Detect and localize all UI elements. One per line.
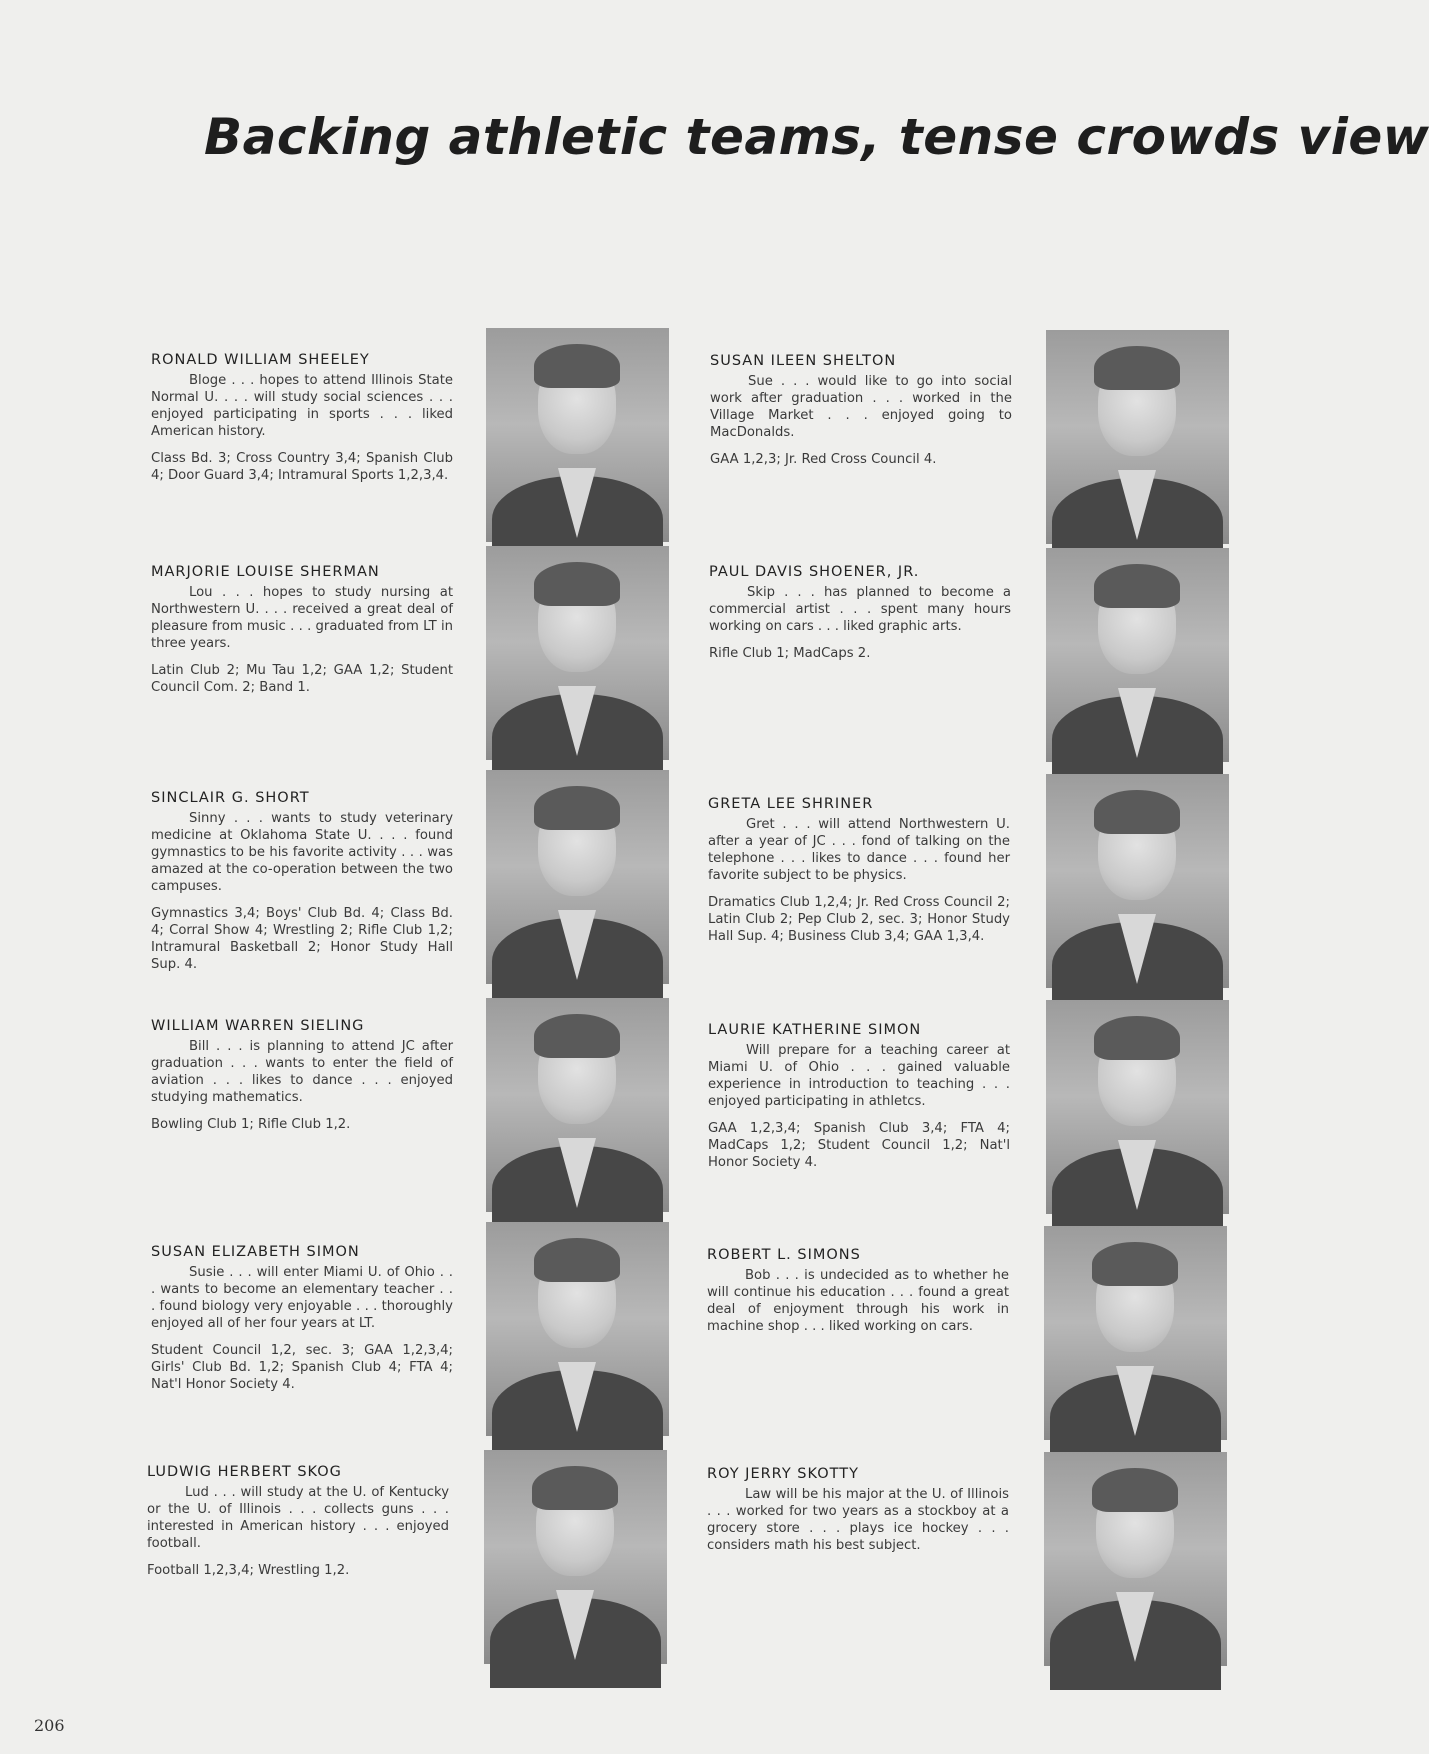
senior-entry <box>708 796 1010 945</box>
senior-bio: Law will be his major at the U. of Illinois . . . worked for two years as a stockboy at a grocery store . . . plays ice hockey . . . considers math his best subject. <box>707 1487 1009 1553</box>
senior-activities: GAA 1,2,3,4; Spanish Club 3,4; FTA 4; MadCaps 1,2; Student Council 1,2; Nat'l Honor Society 4. <box>708 1121 1010 1170</box>
senior-activities: Latin Club 2; Mu Tau 1,2; GAA 1,2; Student Council Com. 2; Band 1. <box>151 663 453 695</box>
senior-entry <box>151 790 453 973</box>
senior-activities: GAA 1,2,3; Jr. Red Cross Council 4. <box>710 452 937 467</box>
senior-name: GRETA LEE SHRINER <box>708 796 874 812</box>
senior-bio: Will prepare for a teaching career at Miami U. of Ohio . . . gained valuable experience in introduction to teaching . . . enjoyed participating in athletcs. <box>708 1043 1010 1109</box>
senior-entry <box>151 1018 453 1133</box>
senior-bio: Sinny . . . wants to study veterinary medicine at Oklahoma State U. . . . found gymnastics to be his favorite activity . . . was amazed at the co-operation between the two campuses. <box>151 811 453 894</box>
senior-portrait-photo <box>486 546 669 760</box>
senior-name: LAURIE KATHERINE SIMON <box>708 1022 922 1038</box>
senior-entry <box>147 1464 449 1579</box>
senior-portrait-photo <box>486 998 669 1212</box>
page-headline: Backing athletic teams, tense crowds view <box>204 108 1429 166</box>
senior-activities: Dramatics Club 1,2,4; Jr. Red Cross Council 2; Latin Club 2; Pep Club 2, sec. 3; Honor Study Hall Sup. 4; Business Club 3,4; GAA 1,3,4. <box>708 895 1010 944</box>
senior-activities: Student Council 1,2, sec. 3; GAA 1,2,3,4; Girls' Club Bd. 1,2; Spanish Club 4; FTA 4; Nat'l Honor Society 4. <box>151 1343 453 1392</box>
senior-activities: Rifle Club 1; MadCaps 2. <box>709 646 871 661</box>
senior-bio: Susie . . . will enter Miami U. of Ohio . . . wants to become an elementary teacher . . . found biology very enjoyable . . . thoroughly enjoyed all of her four years at LT. <box>151 1265 453 1331</box>
senior-bio: Skip . . . has planned to become a commercial artist . . . spent many hours working on cars . . . liked graphic arts. <box>709 585 1011 634</box>
senior-name: SUSAN ELIZABETH SIMON <box>151 1244 360 1260</box>
senior-portrait-photo <box>486 1222 669 1436</box>
senior-bio: Lud . . . will study at the U. of Kentucky or the U. of Illinois . . . collects guns . . . interested in American history . . . enjoyed football. <box>147 1485 449 1551</box>
senior-entry <box>710 353 1012 468</box>
senior-name: PAUL DAVIS SHOENER, JR. <box>709 564 920 580</box>
senior-portrait-photo <box>484 1450 667 1664</box>
senior-bio: Bob . . . is undecided as to whether he will continue his education . . . found a great deal of enjoyment through his work in machine shop . . . liked working on cars. <box>707 1268 1009 1334</box>
senior-name: ROBERT L. SIMONS <box>707 1247 861 1263</box>
senior-entry <box>151 352 453 484</box>
senior-entry <box>707 1247 1009 1335</box>
senior-name: MARJORIE LOUISE SHERMAN <box>151 564 380 580</box>
senior-name: WILLIAM WARREN SIELING <box>151 1018 365 1034</box>
senior-name: SINCLAIR G. SHORT <box>151 790 310 806</box>
senior-portrait-photo <box>1046 330 1229 544</box>
senior-portrait-photo <box>486 328 669 542</box>
senior-name: LUDWIG HERBERT SKOG <box>147 1464 342 1480</box>
senior-activities: Class Bd. 3; Cross Country 3,4; Spanish Club 4; Door Guard 3,4; Intramural Sports 1,2,3,4. <box>151 451 453 483</box>
senior-activities: Football 1,2,3,4; Wrestling 1,2. <box>147 1563 350 1578</box>
senior-bio: Bloge . . . hopes to attend Illinois State Normal U. . . . will study social sciences . . . enjoyed participating in sports . . . liked American history. <box>151 373 453 439</box>
senior-entry <box>709 564 1011 662</box>
senior-portrait-photo <box>486 770 669 984</box>
senior-entry <box>151 564 453 696</box>
senior-name: RONALD WILLIAM SHEELEY <box>151 352 370 368</box>
senior-portrait-photo <box>1046 548 1229 762</box>
senior-entry <box>708 1022 1010 1171</box>
senior-portrait-photo <box>1046 774 1229 988</box>
senior-entry <box>707 1466 1009 1554</box>
senior-bio: Gret . . . will attend Northwestern U. after a year of JC . . . fond of talking on the telephone . . . likes to dance . . . found her favorite subject to be physics. <box>708 817 1010 883</box>
senior-bio: Lou . . . hopes to study nursing at Northwestern U. . . . received a great deal of pleasure from music . . . graduated from LT in three years. <box>151 585 453 651</box>
senior-name: SUSAN ILEEN SHELTON <box>710 353 897 369</box>
senior-activities: Gymnastics 3,4; Boys' Club Bd. 4; Class Bd. 4; Corral Show 4; Wrestling 2; Rifle Club 1,2; Intramural Basketball 2; Honor Study Hall Sup. 4. <box>151 906 453 972</box>
senior-entry <box>151 1244 453 1393</box>
senior-activities: Bowling Club 1; Rifle Club 1,2. <box>151 1117 351 1132</box>
senior-name: ROY JERRY SKOTTY <box>707 1466 859 1482</box>
senior-bio: Bill . . . is planning to attend JC after graduation . . . wants to enter the field of aviation . . . likes to dance . . . enjoyed studying mathematics. <box>151 1039 453 1105</box>
senior-portrait-photo <box>1046 1000 1229 1214</box>
senior-portrait-photo <box>1044 1226 1227 1440</box>
page-number: 206 <box>34 1716 65 1735</box>
senior-bio: Sue . . . would like to go into social work after graduation . . . worked in the Village Market . . . enjoyed going to MacDonalds. <box>710 374 1012 440</box>
senior-portrait-photo <box>1044 1452 1227 1666</box>
